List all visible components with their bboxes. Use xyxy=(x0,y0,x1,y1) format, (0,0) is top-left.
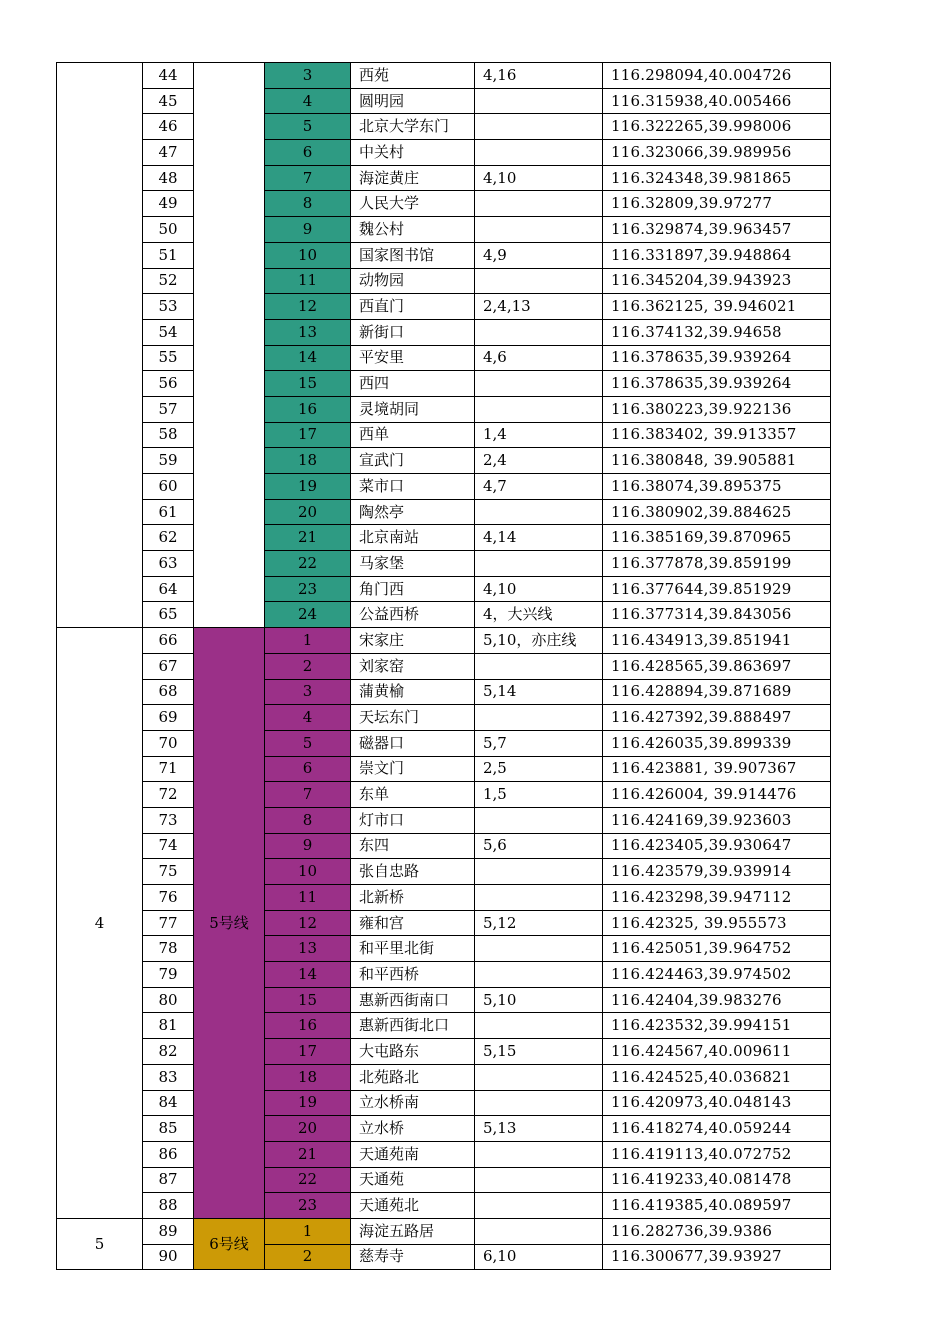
station-table-body xyxy=(57,63,831,1270)
coordinate-cell: 116.42404,39.983276 xyxy=(603,987,831,1013)
table-row xyxy=(57,576,831,602)
table-row xyxy=(57,294,831,320)
transfer-lines-cell: 4,16 xyxy=(475,63,603,89)
transfer-lines-cell: 5,14 xyxy=(475,679,603,705)
station-sequence-cell: 2 xyxy=(265,653,351,679)
station-sequence-cell: 10 xyxy=(265,242,351,268)
row-index-cell: 74 xyxy=(143,833,194,859)
table-row xyxy=(57,962,831,988)
row-index-cell: 47 xyxy=(143,140,194,166)
station-name-cell: 和平里北街 xyxy=(351,936,475,962)
station-sequence-cell: 17 xyxy=(265,1039,351,1065)
table-row xyxy=(57,653,831,679)
transfer-lines-cell xyxy=(475,705,603,731)
station-sequence-cell: 2 xyxy=(265,1244,351,1270)
station-sequence-cell: 16 xyxy=(265,1013,351,1039)
coordinate-cell: 116.424463,39.974502 xyxy=(603,962,831,988)
table-row xyxy=(57,1064,831,1090)
coordinate-cell: 116.331897,39.948864 xyxy=(603,242,831,268)
table-row xyxy=(57,987,831,1013)
transfer-lines-cell: 5,10，亦庄线 xyxy=(475,628,603,654)
table-row xyxy=(57,551,831,577)
station-name-cell: 马家堡 xyxy=(351,551,475,577)
transfer-lines-cell: 6,10 xyxy=(475,1244,603,1270)
row-index-cell: 48 xyxy=(143,165,194,191)
coordinate-cell: 116.322265,39.998006 xyxy=(603,114,831,140)
transfer-lines-cell xyxy=(475,88,603,114)
station-name-cell: 天通苑北 xyxy=(351,1193,475,1219)
row-index-cell: 69 xyxy=(143,705,194,731)
table-row xyxy=(57,859,831,885)
table-row xyxy=(57,1039,831,1065)
row-index-cell: 58 xyxy=(143,422,194,448)
table-row xyxy=(57,422,831,448)
table-row xyxy=(57,217,831,243)
station-sequence-cell: 21 xyxy=(265,525,351,551)
table-row xyxy=(57,140,831,166)
station-sequence-cell: 13 xyxy=(265,936,351,962)
station-name-cell: 圆明园 xyxy=(351,88,475,114)
table-row xyxy=(57,1218,831,1244)
row-index-cell: 90 xyxy=(143,1244,194,1270)
coordinate-cell: 116.298094,40.004726 xyxy=(603,63,831,89)
station-sequence-cell: 12 xyxy=(265,910,351,936)
coordinate-cell: 116.329874,39.963457 xyxy=(603,217,831,243)
station-sequence-cell: 15 xyxy=(265,987,351,1013)
table-row xyxy=(57,1116,831,1142)
table-row xyxy=(57,885,831,911)
row-index-cell: 83 xyxy=(143,1064,194,1090)
station-name-cell: 公益西桥 xyxy=(351,602,475,628)
station-name-cell: 角门西 xyxy=(351,576,475,602)
row-index-cell: 62 xyxy=(143,525,194,551)
row-index-cell: 44 xyxy=(143,63,194,89)
station-name-cell: 海淀黄庄 xyxy=(351,165,475,191)
transfer-lines-cell xyxy=(475,1167,603,1193)
station-name-cell: 菜市口 xyxy=(351,474,475,500)
station-name-cell: 东四 xyxy=(351,833,475,859)
transfer-lines-cell xyxy=(475,653,603,679)
station-sequence-cell: 11 xyxy=(265,268,351,294)
station-sequence-cell: 21 xyxy=(265,1141,351,1167)
station-sequence-cell: 19 xyxy=(265,474,351,500)
coordinate-cell: 116.377644,39.851929 xyxy=(603,576,831,602)
station-sequence-cell: 11 xyxy=(265,885,351,911)
table-row xyxy=(57,396,831,422)
row-index-cell: 89 xyxy=(143,1218,194,1244)
coordinate-cell: 116.424169,39.923603 xyxy=(603,807,831,833)
table-row xyxy=(57,448,831,474)
row-index-cell: 84 xyxy=(143,1090,194,1116)
coordinate-cell: 116.419233,40.081478 xyxy=(603,1167,831,1193)
transfer-lines-cell: 4，大兴线 xyxy=(475,602,603,628)
coordinate-cell: 116.425051,39.964752 xyxy=(603,936,831,962)
transfer-lines-cell: 2,4,13 xyxy=(475,294,603,320)
station-name-cell: 北京大学东门 xyxy=(351,114,475,140)
transfer-lines-cell: 5,6 xyxy=(475,833,603,859)
station-name-cell: 立水桥南 xyxy=(351,1090,475,1116)
station-sequence-cell: 10 xyxy=(265,859,351,885)
station-sequence-cell: 19 xyxy=(265,1090,351,1116)
coordinate-cell: 116.374132,39.94658 xyxy=(603,319,831,345)
table-row xyxy=(57,319,831,345)
station-name-cell: 西四 xyxy=(351,371,475,397)
coordinate-cell: 116.426004, 39.914476 xyxy=(603,782,831,808)
station-sequence-cell: 6 xyxy=(265,140,351,166)
transfer-lines-cell: 4,6 xyxy=(475,345,603,371)
row-index-cell: 78 xyxy=(143,936,194,962)
row-index-cell: 65 xyxy=(143,602,194,628)
row-index-cell: 77 xyxy=(143,910,194,936)
coordinate-cell: 116.428565,39.863697 xyxy=(603,653,831,679)
coordinate-cell: 116.423298,39.947112 xyxy=(603,885,831,911)
station-sequence-cell: 9 xyxy=(265,217,351,243)
transfer-lines-cell xyxy=(475,551,603,577)
station-sequence-cell: 5 xyxy=(265,730,351,756)
row-index-cell: 82 xyxy=(143,1039,194,1065)
coordinate-cell: 116.377314,39.843056 xyxy=(603,602,831,628)
row-index-cell: 49 xyxy=(143,191,194,217)
row-index-cell: 64 xyxy=(143,576,194,602)
coordinate-cell: 116.423405,39.930647 xyxy=(603,833,831,859)
coordinate-cell: 116.419385,40.089597 xyxy=(603,1193,831,1219)
transfer-lines-cell xyxy=(475,217,603,243)
station-name-cell: 平安里 xyxy=(351,345,475,371)
row-index-cell: 55 xyxy=(143,345,194,371)
line-label-cell: 6号线 xyxy=(194,1218,265,1269)
table-row xyxy=(57,371,831,397)
table-row xyxy=(57,242,831,268)
coordinate-cell: 116.362125, 39.946021 xyxy=(603,294,831,320)
table-row xyxy=(57,63,831,89)
row-index-cell: 53 xyxy=(143,294,194,320)
table-row xyxy=(57,499,831,525)
row-index-cell: 71 xyxy=(143,756,194,782)
station-name-cell: 磁器口 xyxy=(351,730,475,756)
row-index-cell: 61 xyxy=(143,499,194,525)
table-row xyxy=(57,474,831,500)
coordinate-cell: 116.423532,39.994151 xyxy=(603,1013,831,1039)
station-name-cell: 崇文门 xyxy=(351,756,475,782)
row-index-cell: 76 xyxy=(143,885,194,911)
transfer-lines-cell xyxy=(475,1141,603,1167)
station-sequence-cell: 15 xyxy=(265,371,351,397)
coordinate-cell: 116.42325, 39.955573 xyxy=(603,910,831,936)
coordinate-cell: 116.385169,39.870965 xyxy=(603,525,831,551)
coordinate-cell: 116.420973,40.048143 xyxy=(603,1090,831,1116)
coordinate-cell: 116.378635,39.939264 xyxy=(603,371,831,397)
transfer-lines-cell xyxy=(475,1193,603,1219)
station-name-cell: 宣武门 xyxy=(351,448,475,474)
station-sequence-cell: 8 xyxy=(265,191,351,217)
station-sequence-cell: 22 xyxy=(265,1167,351,1193)
row-index-cell: 52 xyxy=(143,268,194,294)
station-sequence-cell: 17 xyxy=(265,422,351,448)
station-name-cell: 天坛东门 xyxy=(351,705,475,731)
station-sequence-cell: 18 xyxy=(265,1064,351,1090)
station-sequence-cell: 3 xyxy=(265,63,351,89)
row-index-cell: 75 xyxy=(143,859,194,885)
row-index-cell: 63 xyxy=(143,551,194,577)
station-table xyxy=(56,62,831,1270)
station-name-cell: 惠新西街南口 xyxy=(351,987,475,1013)
row-index-cell: 72 xyxy=(143,782,194,808)
station-name-cell: 宋家庄 xyxy=(351,628,475,654)
transfer-lines-cell: 2,5 xyxy=(475,756,603,782)
table-row xyxy=(57,88,831,114)
row-index-cell: 80 xyxy=(143,987,194,1013)
station-name-cell: 张自忠路 xyxy=(351,859,475,885)
station-name-cell: 北苑路北 xyxy=(351,1064,475,1090)
station-name-cell: 东单 xyxy=(351,782,475,808)
station-sequence-cell: 7 xyxy=(265,782,351,808)
table-row xyxy=(57,782,831,808)
table-row xyxy=(57,268,831,294)
table-row xyxy=(57,936,831,962)
station-sequence-cell: 5 xyxy=(265,114,351,140)
table-row xyxy=(57,1167,831,1193)
row-index-cell: 59 xyxy=(143,448,194,474)
station-sequence-cell: 18 xyxy=(265,448,351,474)
station-name-cell: 北新桥 xyxy=(351,885,475,911)
coordinate-cell: 116.38074,39.895375 xyxy=(603,474,831,500)
coordinate-cell: 116.300677,39.93927 xyxy=(603,1244,831,1270)
coordinate-cell: 116.380848, 39.905881 xyxy=(603,448,831,474)
station-sequence-cell: 20 xyxy=(265,499,351,525)
row-index-cell: 46 xyxy=(143,114,194,140)
station-sequence-cell: 6 xyxy=(265,756,351,782)
transfer-lines-cell: 4,10 xyxy=(475,576,603,602)
table-row xyxy=(57,345,831,371)
coordinate-cell: 116.345204,39.943923 xyxy=(603,268,831,294)
station-name-cell: 天通苑 xyxy=(351,1167,475,1193)
station-name-cell: 西直门 xyxy=(351,294,475,320)
group-number-cell: 5 xyxy=(57,1218,143,1269)
table-row xyxy=(57,628,831,654)
transfer-lines-cell: 4,9 xyxy=(475,242,603,268)
transfer-lines-cell xyxy=(475,936,603,962)
transfer-lines-cell xyxy=(475,114,603,140)
transfer-lines-cell: 4,7 xyxy=(475,474,603,500)
coordinate-cell: 116.324348,39.981865 xyxy=(603,165,831,191)
table-row xyxy=(57,525,831,551)
station-name-cell: 蒲黄榆 xyxy=(351,679,475,705)
transfer-lines-cell xyxy=(475,1064,603,1090)
transfer-lines-cell xyxy=(475,268,603,294)
table-row xyxy=(57,191,831,217)
transfer-lines-cell: 4,14 xyxy=(475,525,603,551)
row-index-cell: 54 xyxy=(143,319,194,345)
row-index-cell: 67 xyxy=(143,653,194,679)
transfer-lines-cell: 5,13 xyxy=(475,1116,603,1142)
table-row xyxy=(57,705,831,731)
transfer-lines-cell xyxy=(475,1013,603,1039)
station-sequence-cell: 14 xyxy=(265,345,351,371)
coordinate-cell: 116.315938,40.005466 xyxy=(603,88,831,114)
station-sequence-cell: 1 xyxy=(265,628,351,654)
station-sequence-cell: 23 xyxy=(265,576,351,602)
transfer-lines-cell xyxy=(475,1090,603,1116)
coordinate-cell: 116.423881, 39.907367 xyxy=(603,756,831,782)
row-index-cell: 73 xyxy=(143,807,194,833)
table-row xyxy=(57,1141,831,1167)
station-name-cell: 西单 xyxy=(351,422,475,448)
row-index-cell: 68 xyxy=(143,679,194,705)
table-row xyxy=(57,833,831,859)
station-name-cell: 新街口 xyxy=(351,319,475,345)
table-row xyxy=(57,807,831,833)
station-name-cell: 中关村 xyxy=(351,140,475,166)
transfer-lines-cell xyxy=(475,859,603,885)
table-row xyxy=(57,1244,831,1270)
transfer-lines-cell xyxy=(475,1218,603,1244)
station-name-cell: 惠新西街北口 xyxy=(351,1013,475,1039)
station-name-cell: 慈寿寺 xyxy=(351,1244,475,1270)
table-row xyxy=(57,602,831,628)
table-row xyxy=(57,756,831,782)
table-row xyxy=(57,1090,831,1116)
transfer-lines-cell: 5,7 xyxy=(475,730,603,756)
station-name-cell: 北京南站 xyxy=(351,525,475,551)
row-index-cell: 85 xyxy=(143,1116,194,1142)
station-sequence-cell: 12 xyxy=(265,294,351,320)
line-label-cell xyxy=(194,63,265,628)
table-row xyxy=(57,910,831,936)
coordinate-cell: 116.434913,39.851941 xyxy=(603,628,831,654)
transfer-lines-cell xyxy=(475,140,603,166)
coordinate-cell: 116.383402, 39.913357 xyxy=(603,422,831,448)
row-index-cell: 50 xyxy=(143,217,194,243)
coordinate-cell: 116.427392,39.888497 xyxy=(603,705,831,731)
table-row xyxy=(57,1193,831,1219)
row-index-cell: 70 xyxy=(143,730,194,756)
coordinate-cell: 116.32809,39.97277 xyxy=(603,191,831,217)
station-sequence-cell: 9 xyxy=(265,833,351,859)
station-name-cell: 国家图书馆 xyxy=(351,242,475,268)
table-row xyxy=(57,165,831,191)
coordinate-cell: 116.323066,39.989956 xyxy=(603,140,831,166)
group-number-cell xyxy=(57,63,143,628)
station-name-cell: 天通苑南 xyxy=(351,1141,475,1167)
transfer-lines-cell: 2,4 xyxy=(475,448,603,474)
coordinate-cell: 116.424525,40.036821 xyxy=(603,1064,831,1090)
station-name-cell: 灵境胡同 xyxy=(351,396,475,422)
coordinate-cell: 116.419113,40.072752 xyxy=(603,1141,831,1167)
station-sequence-cell: 7 xyxy=(265,165,351,191)
transfer-lines-cell xyxy=(475,962,603,988)
station-name-cell: 立水桥 xyxy=(351,1116,475,1142)
row-index-cell: 86 xyxy=(143,1141,194,1167)
row-index-cell: 57 xyxy=(143,396,194,422)
transfer-lines-cell: 5,15 xyxy=(475,1039,603,1065)
transfer-lines-cell xyxy=(475,371,603,397)
row-index-cell: 45 xyxy=(143,88,194,114)
station-name-cell: 大屯路东 xyxy=(351,1039,475,1065)
row-index-cell: 56 xyxy=(143,371,194,397)
coordinate-cell: 116.428894,39.871689 xyxy=(603,679,831,705)
station-name-cell: 和平西桥 xyxy=(351,962,475,988)
transfer-lines-cell xyxy=(475,319,603,345)
table-row xyxy=(57,114,831,140)
station-sequence-cell: 8 xyxy=(265,807,351,833)
row-index-cell: 79 xyxy=(143,962,194,988)
transfer-lines-cell: 1,5 xyxy=(475,782,603,808)
transfer-lines-cell xyxy=(475,396,603,422)
table-row xyxy=(57,1013,831,1039)
coordinate-cell: 116.426035,39.899339 xyxy=(603,730,831,756)
station-name-cell: 雍和宫 xyxy=(351,910,475,936)
coordinate-cell: 116.423579,39.939914 xyxy=(603,859,831,885)
transfer-lines-cell xyxy=(475,191,603,217)
row-index-cell: 87 xyxy=(143,1167,194,1193)
coordinate-cell: 116.418274,40.059244 xyxy=(603,1116,831,1142)
row-index-cell: 51 xyxy=(143,242,194,268)
station-name-cell: 魏公村 xyxy=(351,217,475,243)
station-sequence-cell: 24 xyxy=(265,602,351,628)
row-index-cell: 88 xyxy=(143,1193,194,1219)
group-number-cell: 4 xyxy=(57,628,143,1219)
station-name-cell: 人民大学 xyxy=(351,191,475,217)
coordinate-cell: 116.380223,39.922136 xyxy=(603,396,831,422)
station-name-cell: 动物园 xyxy=(351,268,475,294)
station-sequence-cell: 16 xyxy=(265,396,351,422)
coordinate-cell: 116.424567,40.009611 xyxy=(603,1039,831,1065)
row-index-cell: 66 xyxy=(143,628,194,654)
station-sequence-cell: 4 xyxy=(265,705,351,731)
station-name-cell: 西苑 xyxy=(351,63,475,89)
station-sequence-cell: 13 xyxy=(265,319,351,345)
station-sequence-cell: 20 xyxy=(265,1116,351,1142)
coordinate-cell: 116.380902,39.884625 xyxy=(603,499,831,525)
row-index-cell: 60 xyxy=(143,474,194,500)
coordinate-cell: 116.378635,39.939264 xyxy=(603,345,831,371)
transfer-lines-cell xyxy=(475,499,603,525)
transfer-lines-cell: 5,10 xyxy=(475,987,603,1013)
station-sequence-cell: 3 xyxy=(265,679,351,705)
transfer-lines-cell: 4,10 xyxy=(475,165,603,191)
coordinate-cell: 116.282736,39.9386 xyxy=(603,1218,831,1244)
transfer-lines-cell xyxy=(475,885,603,911)
station-name-cell: 灯市口 xyxy=(351,807,475,833)
transfer-lines-cell: 5,12 xyxy=(475,910,603,936)
transfer-lines-cell: 1,4 xyxy=(475,422,603,448)
station-sequence-cell: 1 xyxy=(265,1218,351,1244)
line-label-cell: 5号线 xyxy=(194,628,265,1219)
station-sequence-cell: 22 xyxy=(265,551,351,577)
coordinate-cell: 116.377878,39.859199 xyxy=(603,551,831,577)
row-index-cell: 81 xyxy=(143,1013,194,1039)
table-row xyxy=(57,730,831,756)
station-name-cell: 海淀五路居 xyxy=(351,1218,475,1244)
station-name-cell: 刘家窑 xyxy=(351,653,475,679)
table-row xyxy=(57,679,831,705)
station-sequence-cell: 14 xyxy=(265,962,351,988)
transfer-lines-cell xyxy=(475,807,603,833)
station-sequence-cell: 4 xyxy=(265,88,351,114)
station-name-cell: 陶然亭 xyxy=(351,499,475,525)
station-sequence-cell: 23 xyxy=(265,1193,351,1219)
